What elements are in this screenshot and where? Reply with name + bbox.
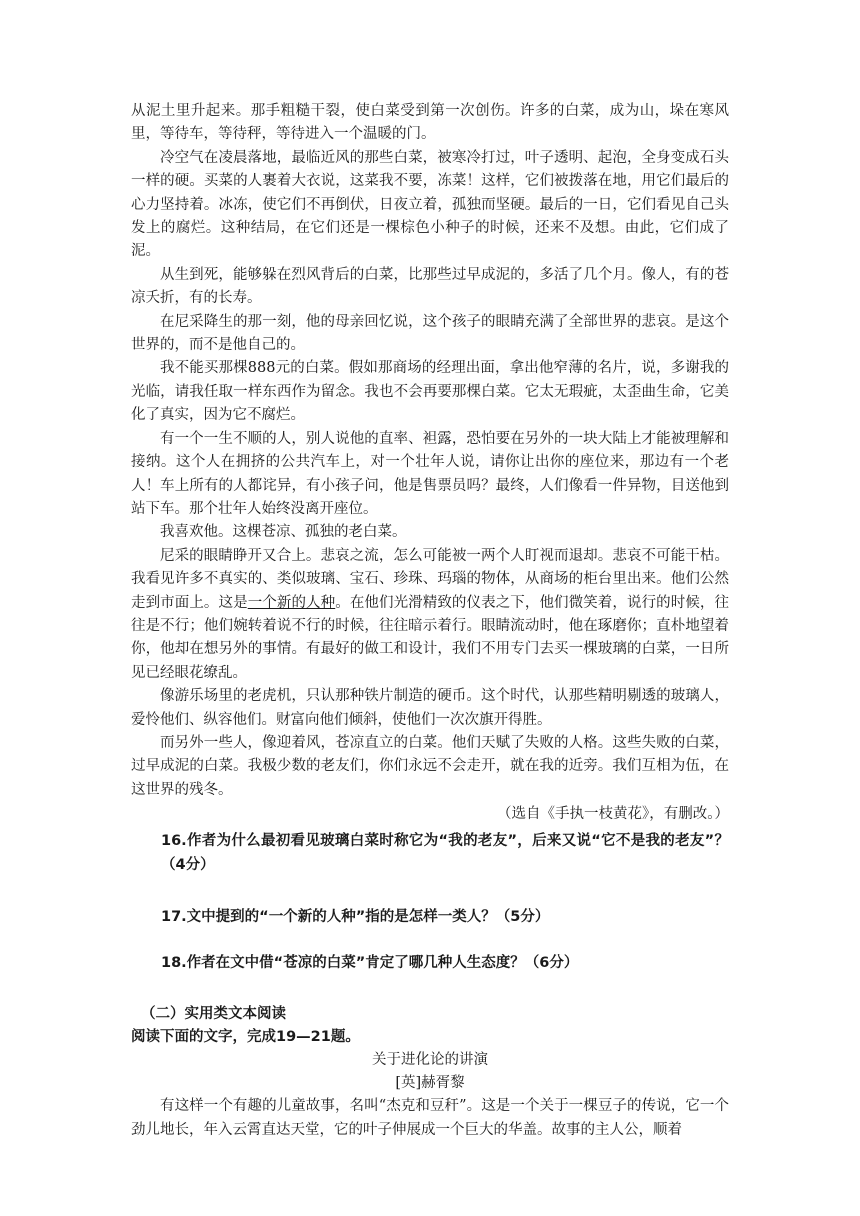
section-heading: （二）实用类文本阅读	[141, 1005, 286, 1022]
article-author: [英]赫胥黎	[395, 1075, 465, 1091]
article-body: 有这样一个有趣的儿童故事，名叫“杰克和豆秆”。这是一个关于一棵豆子的传说，它一个劲儿地长，年入云霄直达天堂，它的叶子伸展成一个巨大的华盖。故事的主人公，顺着	[131, 1098, 729, 1138]
paragraph: 而另外一些人，像迎着风，苍凉直立的白菜。他们天赋了失败的人格。这些失败的白菜，过早成泥的白菜。我极少数的老友们，你们永远不会走开，就在我的近旁。我们互相为伍，在这世界的残冬。	[131, 734, 729, 798]
paragraph: 冷空气在凌晨落地，最临近风的那些白菜，被寒冷打过，叶子透明、起泡，全身变成石头一样的硬。买菜的人裹着大衣说，这菜我不要，冻菜！这样，它们被拨落在地，用它们最后的心力坚持着。冰冻，使它们不再倒伏，日夜立着，孤独而坚硬。最后的一日，它们看见自己头发上的腐烂。这种结局，在它们还是一棵棕色小种子的时候，还来不及想。由此，它们成了泥。	[131, 149, 729, 260]
paragraph-text: 尼采的眼睛睁开又合上。悲哀之流，怎么可能被一两个人盯视而退却。悲哀不可能干枯。我看见许多不真实的、类似玻璃、宝石、珍珠、玛瑙的物体，从商场的柜台里出来。他们公然走到市面上。这是	[131, 547, 729, 611]
paragraph-text: 。在他们光滑精致的仪表之下，他们微笑着，说行的时候，往往是不行；他们婉转着说不行的时候，往往暗示着行。眼睛流动时，他在琢磨你；直朴地望着你，他却在想另外的事情。有最好的做工和设计，我们不用专门去买一棵玻璃的白菜，一日所见已经眼花缭乱。	[131, 594, 730, 681]
paragraph: 我喜欢他。这棵苍凉、孤独的老白菜。	[160, 524, 407, 541]
underlined-phrase: 一个新的人种	[247, 594, 336, 611]
paragraph	[131, 545, 729, 685]
section-instruction: 阅读下面的文字，完成19—21题。	[131, 1028, 360, 1045]
paragraph: 我不能买那棵888元的白菜。假如那商场的经理出面，拿出他窄薄的名片，说，多谢我的光临，请我任取一样东西作为留念。我也不会再要那棵白菜。它太无瑕疵，太歪曲生命，它美化了真实，因为它不腐烂。	[131, 360, 729, 424]
paragraph: 像游乐场里的老虎机，只认那种铁片制造的硬币。这个时代，认那些精明剔透的玻璃人，爱怜他们、纵容他们。财富向他们倾斜，使他们一次次旗开得胜。	[131, 688, 729, 728]
question-18: 18.作者在文中借“苍凉的白菜”肯定了哪几种人生态度？（6分）	[161, 954, 579, 971]
question-17: 17.文中提到的“一个新的人种”指的是怎样一类人？（5分）	[161, 908, 550, 925]
paragraph: 有一个一生不顺的人，别人说他的直率、袒露，恐怕要在另外的一块大陆上才能被理解和接纳。这个人在拥挤的公共汽车上，对一个壮年人说，请你让出你的座位来，那边有一个老人！车上所有的人都诧异，有小孩子问，他是售票员吗？最终，人们像看一件异物，目送他到站下车。那个壮年人始终没离开座位。	[131, 430, 729, 517]
paragraph: 从生到死，能够躲在烈风背后的白菜，比那些过早成泥的，多活了几个月。像人，有的苍凉夭折，有的长寿。	[131, 266, 729, 307]
paragraph: 在尼采降生的那一刻，他的母亲回忆说，这个孩子的眼睛充满了全部世界的悲哀。是这个世界的，而不是他自己的。	[131, 313, 729, 354]
question-16: 16.作者为什么最初看见玻璃白菜时称它为“我的老友”，后来又说“它不是我的老友”？（4分）	[161, 832, 729, 873]
source-note: （选自《手执一枝黄花》，有删改。）	[497, 806, 729, 823]
paragraph: 从泥土里升起来。那手粗糙干裂，使白菜受到第一次创伤。许多的白菜，成为山，垛在寒风里，等待车，等待秤，等待进入一个温暖的门。	[131, 103, 729, 143]
article-title: 关于进化论的讲演	[372, 1051, 488, 1068]
